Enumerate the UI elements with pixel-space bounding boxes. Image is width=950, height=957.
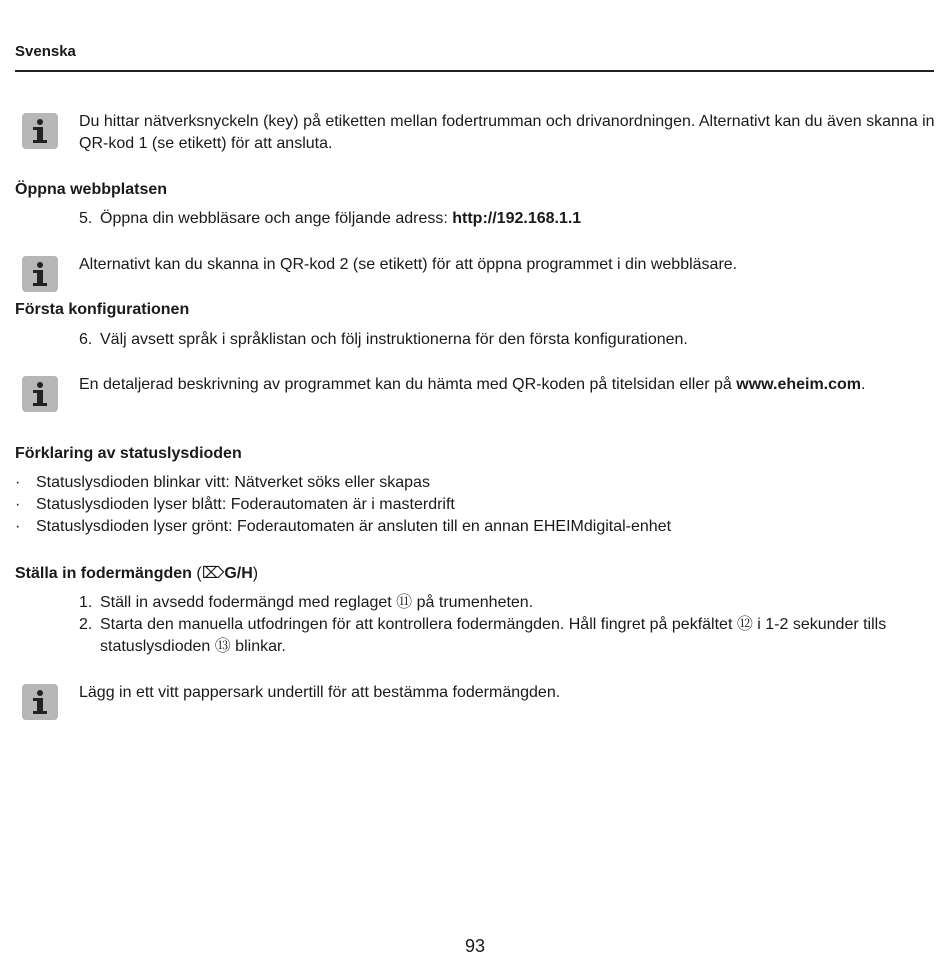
info-icon bbox=[22, 113, 58, 149]
info-note-text bbox=[79, 374, 935, 396]
step-item bbox=[79, 208, 935, 230]
list-item bbox=[15, 472, 935, 494]
language-label: Svenska bbox=[15, 43, 76, 60]
info-icon bbox=[22, 376, 58, 412]
info-note-text-part: En detaljerad beskrivning av programmet kan du hämta med QR-koden på titelsidan eller på bbox=[79, 376, 737, 393]
step-item bbox=[79, 329, 935, 351]
step-number: 2. bbox=[79, 616, 93, 633]
website-link: www.eheim.com bbox=[736, 376, 862, 393]
list-item bbox=[15, 516, 935, 538]
section-heading-web: Öppna webbplatsen bbox=[15, 181, 168, 198]
section-heading-status: Förklaring av statuslysdioden bbox=[15, 445, 242, 462]
header-divider bbox=[15, 70, 934, 72]
info-note-text: Du hittar nätverksnyckeln (key) på etiketten mellan fodertrumman och drivanordningen. Alternativt kan du även skanna in QR-kod 1 (se etikett) för att ansluta. bbox=[79, 113, 935, 152]
step-text: Ställ in avsedd fodermängd med reglaget ⑪ på trumenheten. bbox=[100, 594, 534, 611]
section-heading-text: Ställa in fodermängden bbox=[15, 565, 192, 582]
step-item bbox=[79, 592, 935, 614]
info-note-text: Lägg in ett vitt pappersark undertill för att bestämma fodermängden. bbox=[79, 684, 561, 701]
info-note-text-part: . bbox=[861, 376, 866, 393]
section-heading-config: Första konfigurationen bbox=[15, 301, 190, 318]
list-item-text: Statuslysdioden blinkar vitt: Nätverket söks eller skapas bbox=[36, 474, 430, 491]
page-number: 93 bbox=[464, 936, 486, 956]
step-item bbox=[79, 614, 935, 658]
figure-ref-bracket: ( bbox=[191, 565, 202, 582]
info-icon bbox=[22, 684, 58, 720]
step-text: Starta den manuella utfodringen för att kontrollera fodermängden. Håll fingret på pekfältet ⑫ i 1-2 sekunder tills statuslysdioden ⑬ blinkar. bbox=[100, 616, 887, 655]
step-text: Öppna din webbläsare och ange följande adress: bbox=[100, 210, 453, 227]
figure-ref-code: G/H bbox=[224, 565, 253, 582]
list-item bbox=[15, 494, 935, 516]
step-number: 6. bbox=[79, 331, 93, 348]
web-address: http://192.168.1.1 bbox=[452, 210, 582, 227]
bullet-marker: · bbox=[15, 518, 21, 535]
info-note-text: Alternativt kan du skanna in QR-kod 2 (se etikett) för att öppna programmet i din webbläsare. bbox=[79, 256, 738, 273]
bullet-marker: · bbox=[15, 496, 21, 513]
section-heading-amount bbox=[15, 563, 258, 585]
list-item-text: Statuslysdioden lyser blått: Foderautomaten är i masterdrift bbox=[36, 496, 455, 513]
step-number: 5. bbox=[79, 210, 93, 227]
list-item-text: Statuslysdioden lyser grönt: Foderautomaten är ansluten till en annan EHEIMdigital-enhet bbox=[36, 518, 672, 535]
figure-ref-bracket: ) bbox=[252, 565, 259, 582]
step-number: 1. bbox=[79, 594, 93, 611]
figure-ref-icon: ⌦ bbox=[201, 565, 225, 582]
step-text: Välj avsett språk i språklistan och följ instruktionerna för den första konfigurationen. bbox=[100, 331, 688, 348]
info-icon bbox=[22, 256, 58, 292]
bullet-marker: · bbox=[15, 474, 21, 491]
